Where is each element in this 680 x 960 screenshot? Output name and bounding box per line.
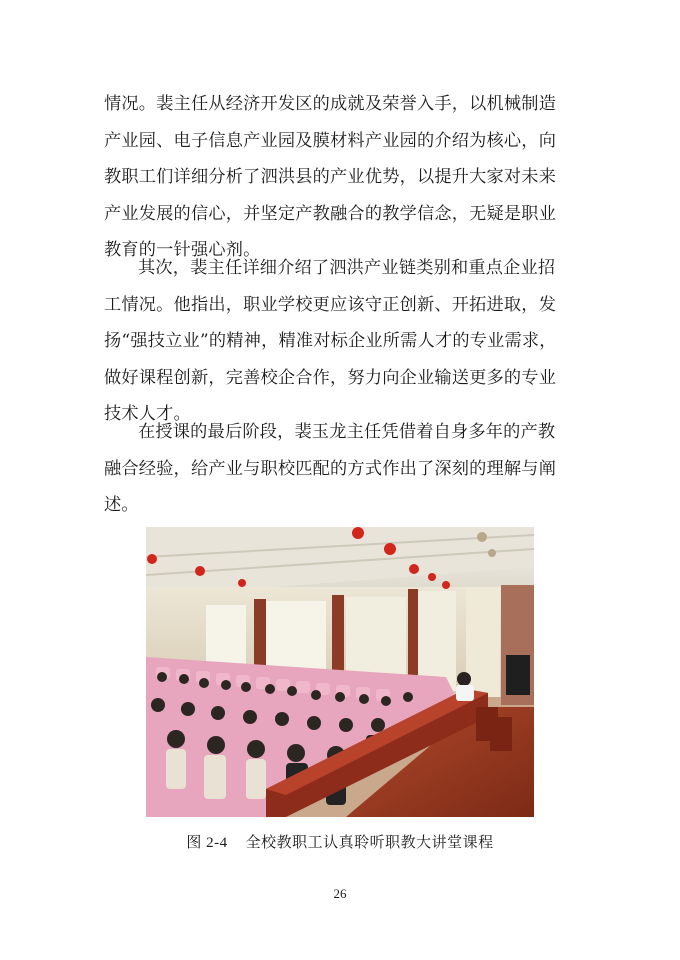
paragraph-line: 技术人才。 — [104, 404, 191, 424]
paragraph-line: 产业发展的信心，并坚定产教融合的教学信念，无疑是职业 — [104, 203, 557, 224]
paragraph-line: 教职工们详细分析了泗洪县的产业优势，以提升大家对未来 — [104, 167, 557, 187]
paragraph-line: 做好课程创新，完善校企合作，努力向企业输送更多的专业 — [104, 367, 557, 388]
paragraph-line: 述。 — [104, 495, 139, 515]
paragraph-line: 情况。裴主任从经济开发区的成就及荣誉入手，以机械制造 — [104, 94, 557, 114]
page-number: 26 — [333, 886, 347, 901]
paragraph-line: 扬“强技立业”的精神，精准对标企业所需人才的专业需求， — [104, 331, 557, 351]
figure-number: 图 2-4 — [186, 835, 228, 851]
paragraph-line: 融合经验，给产业与职校匹配的方式作出了深刻的理解与阐 — [104, 458, 557, 479]
paragraph-1 — [104, 86, 580, 269]
lecture-hall-photo — [146, 527, 534, 817]
paragraph-line: 工情况。他指出，职业学校更应该守正创新、开拓进取，发 — [104, 294, 557, 315]
figure-caption — [0, 831, 680, 852]
figure-caption-text: 全校教职工认真聆听职教大讲堂课程 — [245, 833, 494, 851]
paragraph-2 — [104, 250, 580, 433]
paragraph-3 — [104, 414, 580, 524]
paragraph-line: 其次，裴主任详细介绍了泗洪产业链类别和重点企业招 — [138, 258, 556, 278]
paragraph-line: 教育的一针强心剂。 — [104, 240, 261, 260]
paragraph-line: 在授课的最后阶段，裴玉龙主任凭借着自身多年的产教 — [138, 422, 556, 442]
paragraph-line: 产业园、电子信息产业园及膜材料产业园的介绍为核心，向 — [104, 130, 557, 151]
